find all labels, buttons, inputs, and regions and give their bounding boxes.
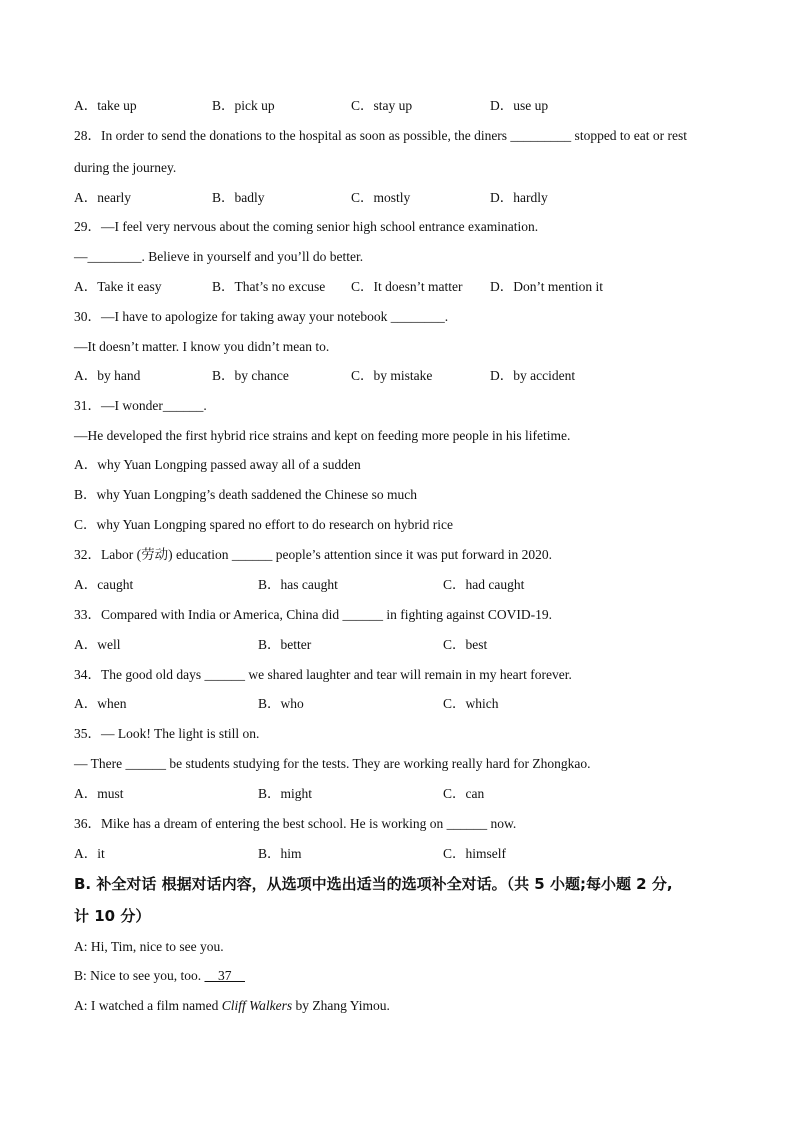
- q35-option-c: C．can: [443, 786, 485, 801]
- q31-option-a: A．why Yuan Longping passed away all of a sudden: [74, 457, 361, 472]
- q29-stem-line2: —________. Believe in yourself and you’ll do better.: [74, 249, 364, 264]
- q35-stem-line2: — There ______ be students studying for the tests. They are working really hard for Zhongkao.: [74, 756, 591, 771]
- q32-option-c: C．had caught: [443, 577, 525, 592]
- q30-stem-line2: —It doesn’t matter. I know you didn’t mean to.: [74, 339, 330, 354]
- dialog-line-3-pre: A: I watched a film named: [74, 998, 222, 1013]
- q31-option-b: B．why Yuan Longping’s death saddened the Chinese so much: [74, 487, 417, 502]
- q28-stem-line1: 28．In order to send the donations to the hospital as soon as possible, the diners _________ stopped to eat or rest: [74, 128, 688, 143]
- q29-stem-line1: 29．—I feel very nervous about the coming senior high school entrance examination.: [74, 219, 539, 234]
- q30-stem-line1: 30．—I have to apologize for taking away your notebook ________.: [74, 309, 449, 324]
- q27-option-b: B．pick up: [212, 98, 275, 113]
- section-b-heading-line2: 计 10 分）: [74, 907, 151, 925]
- q32-option-a: A．caught: [74, 577, 134, 592]
- q27-option-a: A．take up: [74, 98, 137, 113]
- q29-option-d: D．Don’t mention it: [490, 279, 603, 294]
- dialog-line-3: [74, 997, 390, 1015]
- q30-option-c: C．by mistake: [351, 368, 433, 383]
- q33-option-b: B．better: [258, 637, 312, 652]
- q36-option-b: B．him: [258, 846, 302, 861]
- q29-option-b: B．That’s no excuse: [212, 279, 326, 294]
- q33-option-c: C．best: [443, 637, 488, 652]
- q30-option-d: D．by accident: [490, 368, 576, 383]
- dialog-line-2-text: B: Nice to see you, too.: [74, 968, 205, 983]
- q35-option-b: B．might: [258, 786, 313, 801]
- q33-stem-line1: 33．Compared with India or America, China did ______ in fighting against COVID-19.: [74, 607, 553, 622]
- q28-option-a: A．nearly: [74, 190, 131, 205]
- q35-option-a: A．must: [74, 786, 124, 801]
- q36-option-a: A．it: [74, 846, 105, 861]
- q31-stem-line2: —He developed the first hybrid rice strains and kept on feeding more people in his lifetime.: [74, 428, 571, 443]
- q36-option-c: C．himself: [443, 846, 506, 861]
- q30-option-b: B．by chance: [212, 368, 289, 383]
- q34-option-a: A．when: [74, 696, 127, 711]
- q32-option-b: B．has caught: [258, 577, 338, 592]
- q28-option-b: B．badly: [212, 190, 265, 205]
- q28-option-d: D．hardly: [490, 190, 548, 205]
- q28-option-c: C．mostly: [351, 190, 411, 205]
- q31-option-c: C．why Yuan Longping spared no effort to do research on hybrid rice: [74, 517, 454, 532]
- q33-option-a: A．well: [74, 637, 121, 652]
- q27-option-c: C．stay up: [351, 98, 413, 113]
- q27-option-d: D．use up: [490, 98, 549, 113]
- dialog-line-2: [74, 967, 245, 985]
- blank-37: 37: [204, 968, 245, 983]
- q34-stem-line1: 34．The good old days ______ we shared laughter and tear will remain in my heart forever.: [74, 667, 572, 682]
- q29-option-c: C．It doesn’t matter: [351, 279, 463, 294]
- q30-option-a: A．by hand: [74, 368, 141, 383]
- q29-option-a: A．Take it easy: [74, 279, 162, 294]
- dialog-line-3-post: by Zhang Yimou.: [292, 998, 390, 1013]
- q34-option-c: C．which: [443, 696, 499, 711]
- q32-stem-line1: 32．Labor (劳动) education ______ people’s attention since it was put forward in 2020.: [74, 547, 553, 562]
- q36-stem-line1: 36．Mike has a dream of entering the best school. He is working on ______ now.: [74, 816, 517, 831]
- dialog-line-1: A: Hi, Tim, nice to see you.: [74, 939, 224, 954]
- film-title: Cliff Walkers: [221, 998, 293, 1013]
- section-b-heading-line1: B. 补全对话 根据对话内容，从选项中选出适当的选项补全对话。（共 5 小题;每小题 2 分,: [74, 875, 673, 893]
- q34-option-b: B．who: [258, 696, 304, 711]
- q35-stem-line1: 35．— Look! The light is still on.: [74, 726, 260, 741]
- q31-stem-line1: 31．—I wonder______.: [74, 398, 207, 413]
- q28-stem-line2: during the journey.: [74, 160, 177, 175]
